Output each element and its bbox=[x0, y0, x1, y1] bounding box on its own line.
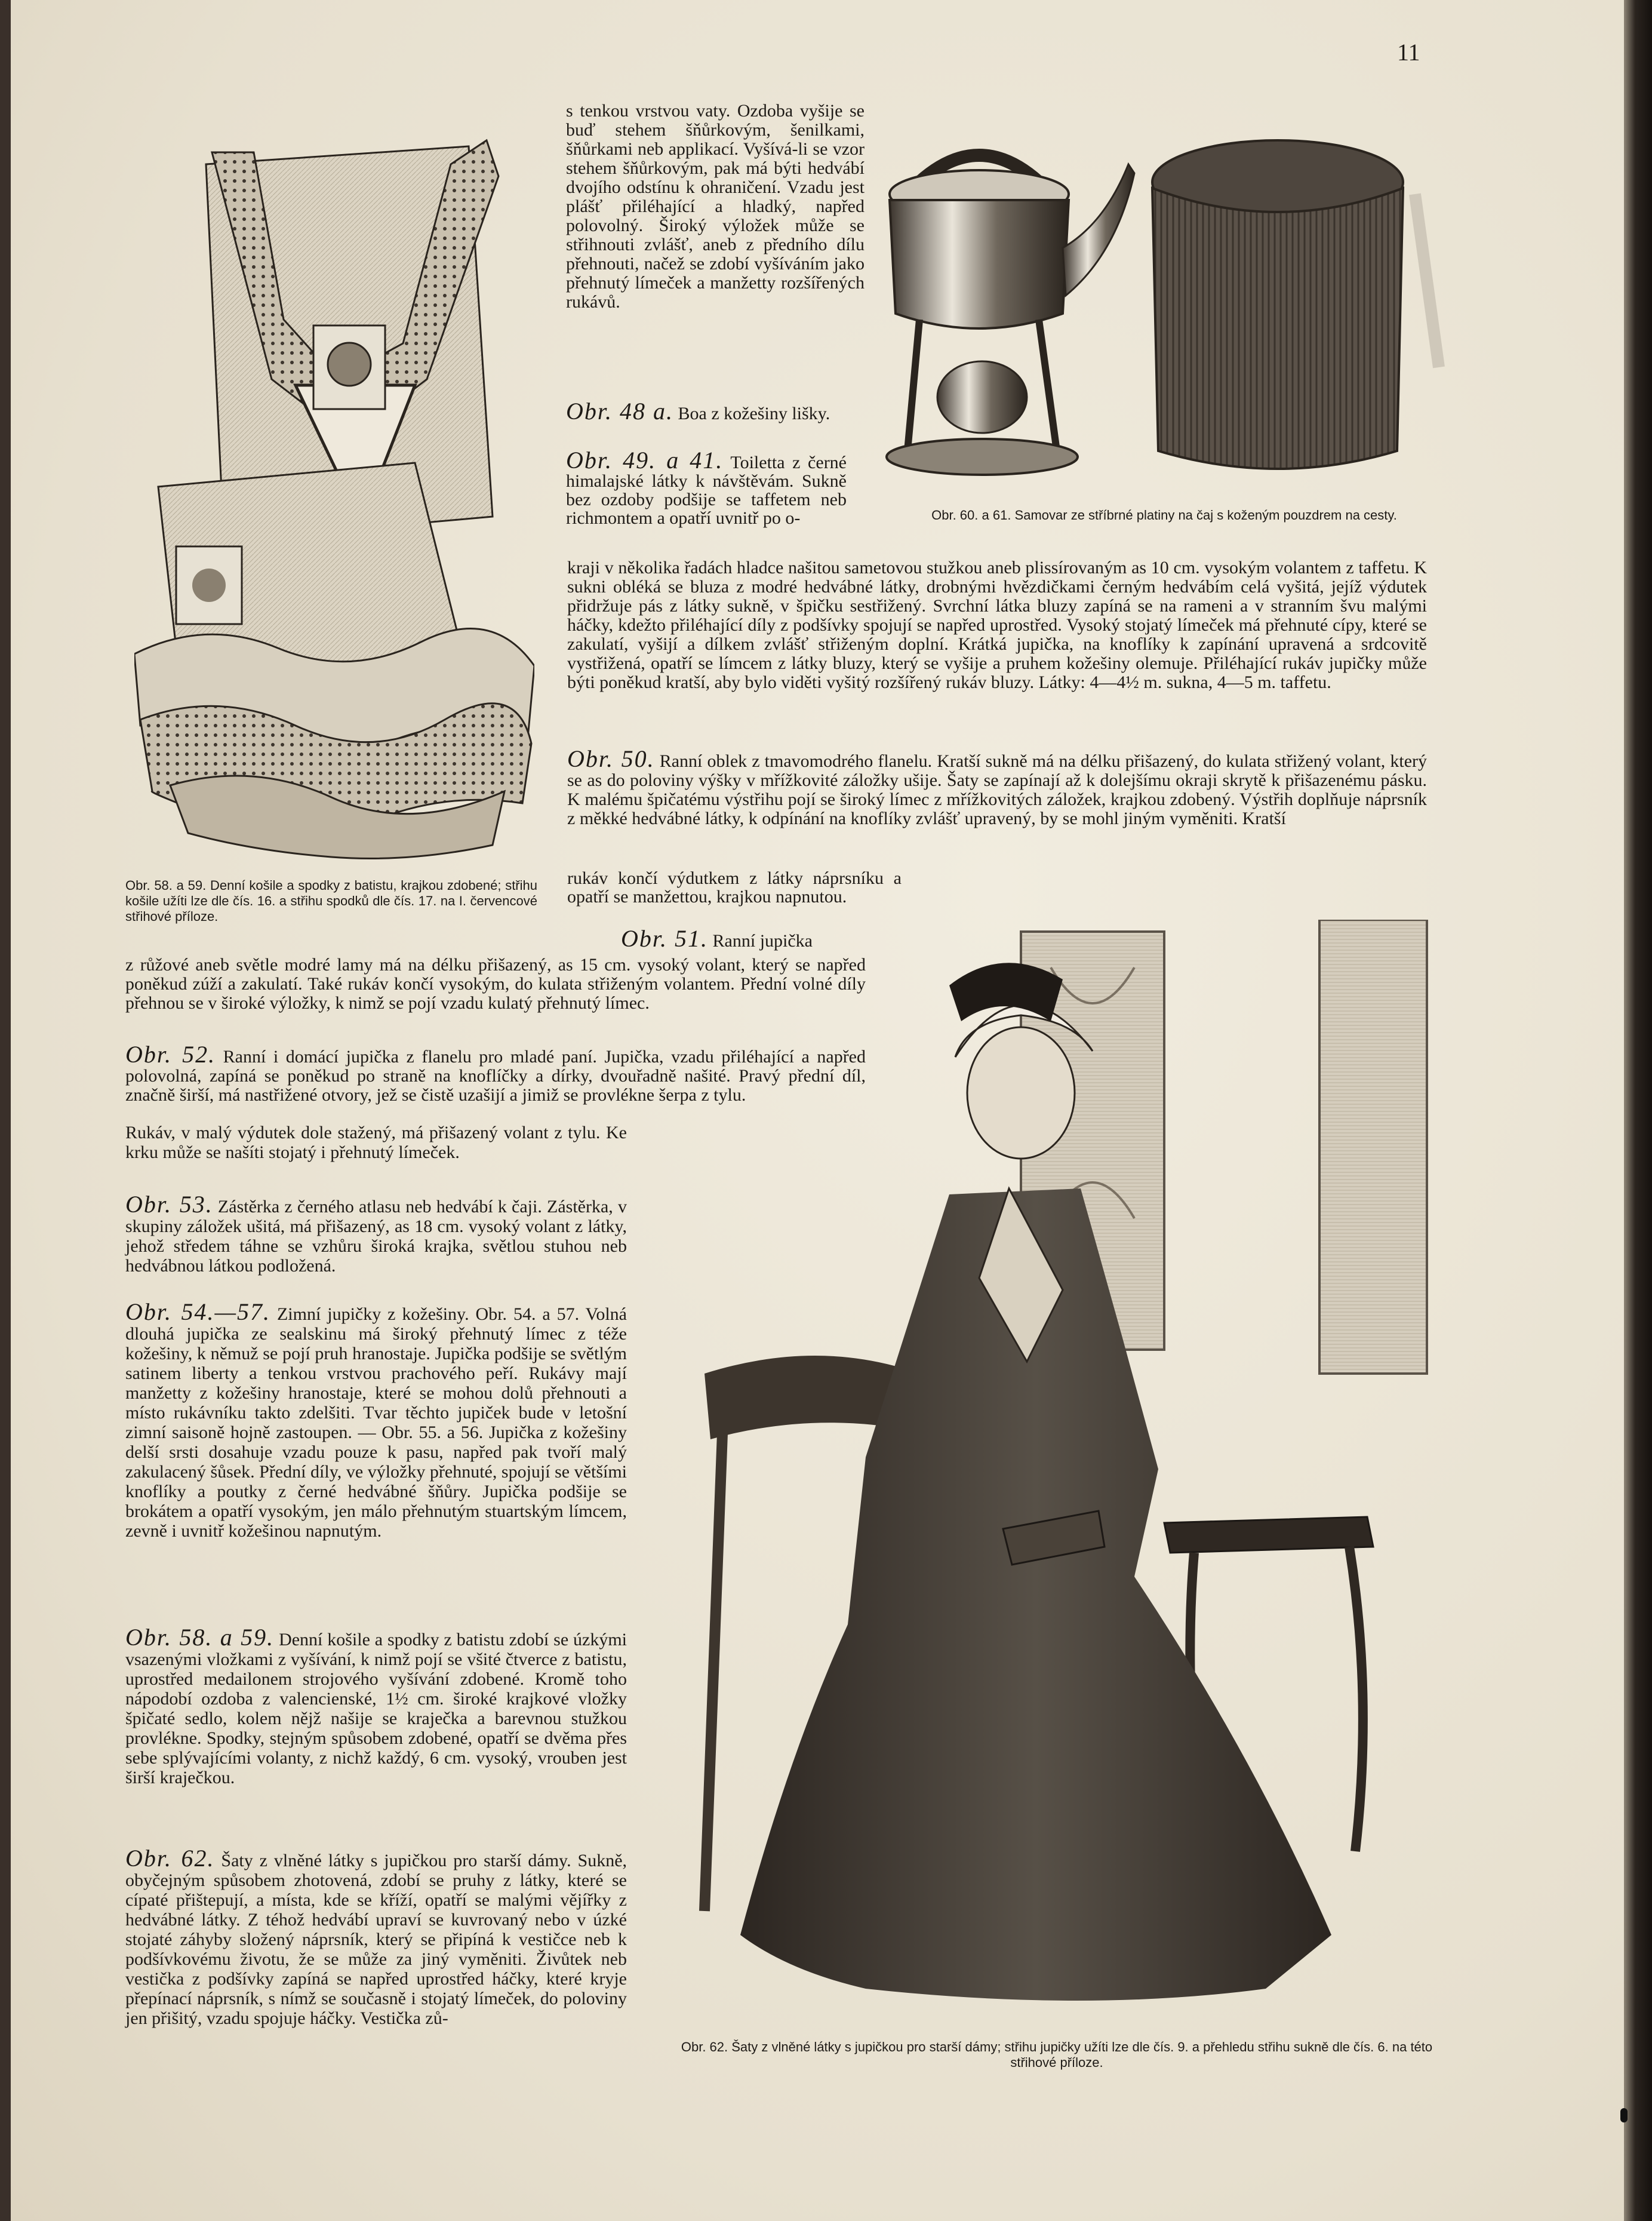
paragraph-vata: s tenkou vrstvou vaty. Ozdoba vyšije se buď stehem šňůrkovým, šenilkami, šňůrkami neb applikací. Vyšívá-li se vzor stehem šňůrkovým, pak má býti hedvábí dvojího odstínu k ohraničení. Vzadu jest plášť přiléhající a hladký, napřed polovolný. Široký výložek může se střihnouti zvlášť, aneb z předního dílu přehnouti, načež se zdobí vyšíváním jako přehnutý límeček a manžetty rozšířených rukávů. bbox=[566, 101, 865, 312]
paragraph-obr-58-59 bbox=[125, 1624, 627, 1787]
chemise-drawers-illustration-icon bbox=[134, 128, 534, 863]
text-obr-62: Šaty z vlněné látky s jupičkou pro starší dámy. Sukně, obyčejným spůsobem zhotovená, zdobí se pruhy z látky, které se cípaté přištepují, a místa, kde se kříží, opatří se malými vějířky z hedvábné látky. Z téhož hedvábí upraví se kuvrovaný nebo v úzké stojaté záhyby složený náprsník, který se připíná k vestičce neb k podšívkovému životu, že se může za jiný vyměniti. Živůtek neb vestička z podšívky zapíná se napřed uprostřed háčky, které kryje přepínací náprsník, s nímž se současně i stojatý límeček, do poloviny jen přišitý, vzadu spojuje háčky. Vestička zů- bbox=[125, 1851, 627, 2028]
paragraph-obr-51-continued: z růžové aneb světle modré lamy má na délku přišazený, as 15 cm. vysoký volant, který se napřed poněkud zúží a zakulatí. Také rukáv končí vysokým, do kulata střiženým volantem. Přední volné díly přehnou se v široké výložky, k nimž se pojí vzadu kulatý přehnutý límec. bbox=[125, 955, 866, 1013]
text-obr-48a: Boa z kožešiny lišky. bbox=[678, 404, 830, 423]
label-obr-51: Obr. 51. bbox=[621, 925, 709, 952]
figure-chemise-drawers bbox=[134, 128, 534, 863]
label-obr-50: Obr. 50. bbox=[567, 745, 655, 772]
paragraph-obr-50-end: rukáv končí výdutkem z látky náprsníku a opatří se manžettou, krajkou napnutou. bbox=[567, 868, 902, 907]
figure-samovar-case bbox=[884, 116, 1445, 493]
text-obr-58-59: Denní košile a spodky z batistu zdobí se úzkými vsazenými vložkami z vyšívání, k nimž pojí se všité čtverce z batistu, uprostřed medailonem strojového vyšívání zdobené. Kromě toho nápodobí ozdoba z valencienské, 1½ cm. široké krajkové vložky špičaté sedlo, kolem nějž našije se kraječka a barevnou stužkou provlékne. Spodky, stejným spůsobem zdobené, opatří se dvěma přes sebe splývajícími volanty, z nichž každý, 6 cm. vysoký, vrouben jest širší kraječkou. bbox=[125, 1630, 627, 1787]
label-obr-49-41: Obr. 49. a 41. bbox=[566, 447, 724, 474]
page-number: 11 bbox=[1397, 39, 1420, 66]
text-obr-54-57: Zimní jupičky z kožešiny. Obr. 54. a 57. Volná dlouhá jupička ze sealskinu má široký přehnutý límec z téže kožešiny, k němuž se pojí pruh hranostaje. Jupička podšije se světlým satinem liberty a tenkou vrstvou prachového peří. Rukávy mají manžetty z kožešiny hranostaje, které se mohou dolů přehnouti a místo rukávníku takto zdelšiti. Tvar těchto jupiček bude v letošní zimní saisoně hojně zastoupen. — Obr. 55. a 56. Jupička z kožešiny delší srsti dosahuje vzadu pouze k pasu, napřed pak tvoří malý zakulacený šůsek. Přední díly, ve výložky přehnuté, spojují se většími knoflíky a poutky z černé hedvábné šňůry. Jupička podšije se brokátem a opatří vysokým, jen málo přehnutým stuartským límcem, zevně i uvnitř kožešinou napnutým. bbox=[125, 1304, 627, 1541]
text-obr-50: Ranní oblek z tmavomodrého flanelu. Kratší sukně má na délku přišazený, do kulata střižený volant, který se as do poloviny výšky v mřížkovité záložky ušije. Šaty se zapínají až k dolejšímu okraji skrytě k přišazenému pásku. K malému špičatému výstřihu pojí se široký límec z mřížkovitých záložek, krajkou zdobený. Výstřih doplňuje náprsník z měkké hedvábné látky, k odpínání na knoflíky zvlášť upravený, by se mohl jiným vyměniti. Kratší bbox=[567, 751, 1427, 828]
paragraph-obr-53 bbox=[125, 1191, 627, 1276]
caption-figure-60-61: Obr. 60. a 61. Samovar ze stříbrné platiny na čaj s koženým pouzdrem na cesty. bbox=[931, 508, 1397, 523]
caption-figure-58-59: Obr. 58. a 59. Denní košile a spodky z batistu, krajkou zdobené; střihu košile užíti lze dle čís. 16. a střihu spodků dle čís. 17. na I. červencové střihové příloze. bbox=[125, 878, 537, 924]
paragraph-obr-52-end: Rukáv, v malý výdutek dole stažený, má přišazený volant z tylu. Ke krku může se našíti stojatý i přehnutý límeček. bbox=[125, 1123, 627, 1162]
paragraph-obr-49-41-continued: kraji v několika řadách hladce našitou sametovou stužkou aneb plissírovaným as 10 cm. vysokým volantem z taffetu. K sukni obléká se bluza z modré hedvábné látky, drobnými hvězdičkami černým hedvábím celá vyšitá, jejíž výdutek přidržuje pás z látky sukně, v špičku sestřižený. Svrchní látka bluzy zapíná se na rameni a v stranním švu malými háčky, kdežto přiléhající díly z podšívky spojují se napřed uprostřed. Vysoký stojatý límeček má přehnuté cípy, které se zakulatí, vyšijí a dílkem zvlášť střiženým doplní. Krátká jupička, na knoflíky k zapínání upravená a srdcovitě vystřižená, opatří se límcem z látky bluzy, který se vyšije a pruhem kožešiny olemuje. Přiléhající rukáv jupičky může býti poněkud kratší, aby bylo viděti vyšitý rozšířený rukáv bluzy. Látky: 4—4½ m. sukna, 4—5 m. taffetu. bbox=[567, 558, 1427, 692]
label-obr-62: Obr. 62. bbox=[125, 1845, 215, 1872]
label-obr-52: Obr. 52. bbox=[125, 1041, 216, 1068]
text-obr-53: Zástěrka z černého atlasu neb hedvábí k čaji. Zástěrka, v skupiny záložek ušitá, má přišazený, as 18 cm. vysoký volant z látky, jehož středem táhne se vzhůru široká krajka, světlou stuhou neb hedvábnou látkou podložená. bbox=[125, 1197, 627, 1276]
label-obr-58-59: Obr. 58. a 59. bbox=[125, 1624, 275, 1651]
paragraph-obr-54-57 bbox=[125, 1298, 627, 1541]
label-obr-48a: Obr. 48 a. bbox=[566, 398, 674, 425]
paragraph-obr-50 bbox=[567, 745, 1427, 828]
text-obr-49-41-start: Toiletta z černé himalajské látky k návštěvám. Sukně bez ozdoby podšije se taffetem neb richmontem a opatří uvnitř po o- bbox=[566, 453, 847, 528]
paragraph-obr-48a bbox=[566, 398, 865, 425]
caption-figure-62: Obr. 62. Šaty z vlněné látky s jupičkou pro starší dámy; střihu jupičky užíti lze dle čís. 9. a přehledu střihu sukně dle čís. 6. na této střihové příloze. bbox=[681, 2039, 1433, 2070]
text-obr-52: Ranní i domácí jupička z flanelu pro mladé paní. Jupička, vzadu přiléhající a napřed polovolná, zapíná se poněkud po straně na knoflíčky a dírky, dvouřadně našité. Pravý přední díl, značně širší, má nastřižené otvory, jež se čistě uzašijí a jimiž se provlékne šerpa z tylu. bbox=[125, 1047, 866, 1105]
seated-lady-illustration-icon bbox=[669, 920, 1439, 2025]
book-spine bbox=[1624, 0, 1652, 2221]
figure-seated-lady bbox=[669, 920, 1439, 2025]
paragraph-obr-62 bbox=[125, 1845, 627, 2028]
text-obr-51-start: Ranní jupička bbox=[712, 931, 813, 951]
label-obr-53: Obr. 53. bbox=[125, 1191, 213, 1218]
label-obr-54-57: Obr. 54.—57. bbox=[125, 1298, 271, 1325]
paragraph-obr-49-41 bbox=[566, 447, 847, 528]
samovar-case-illustration-icon bbox=[884, 116, 1445, 493]
page-mark bbox=[1620, 2108, 1628, 2122]
